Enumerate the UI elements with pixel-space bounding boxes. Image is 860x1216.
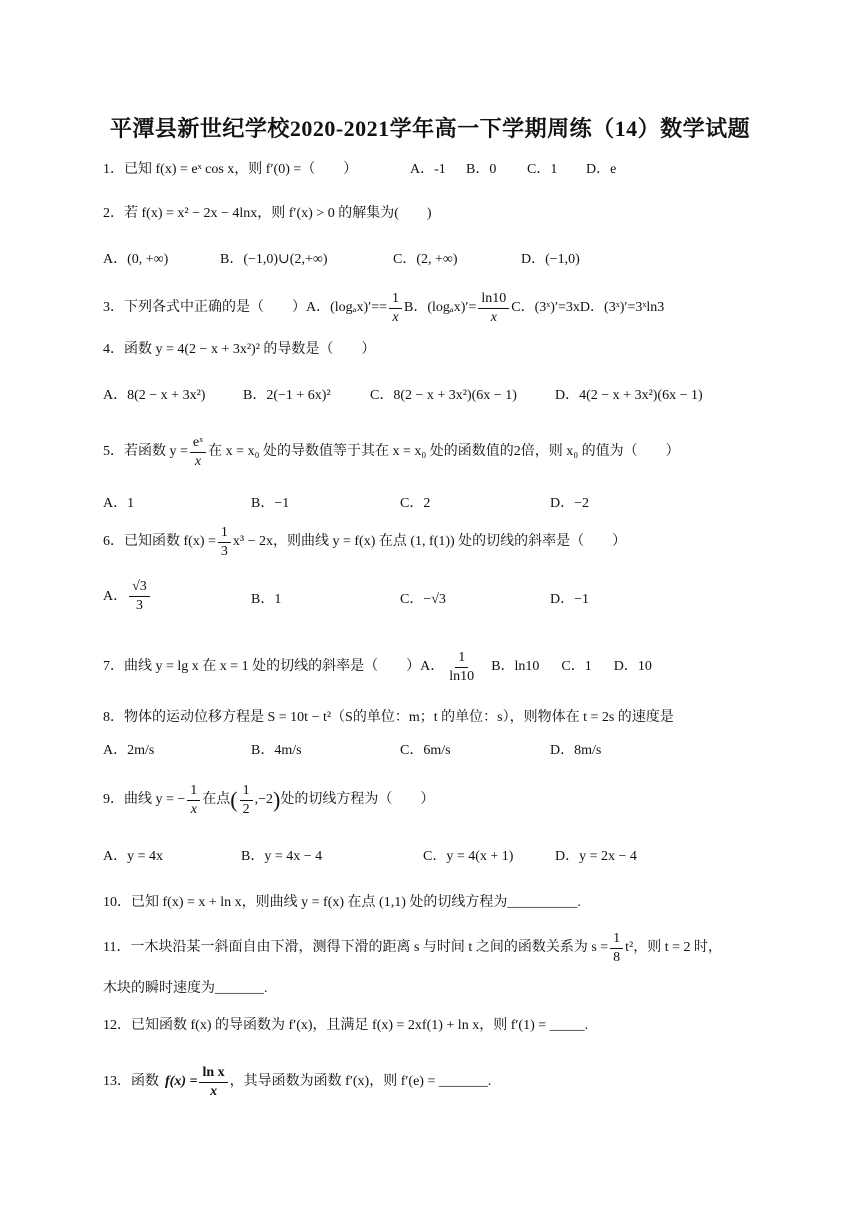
question-9: 9． 曲线 y = − $\frac{1}{x}$ 在点 ( $\frac{1}{2}$ ,−2 ) 处的切线方程为（ ） — [103, 782, 435, 817]
option-d: D．4(2 − x + 3x²)(6x − 1) — [555, 388, 703, 403]
option-a: A．2m/s — [103, 743, 155, 758]
question-12: 12．已知函数 f(x) 的导函数为 f′(x)，且满足 f(x) = 2xf(1) + ln x，则 f′(1) = _____. — [103, 1018, 589, 1033]
option-d: D．−2 — [550, 496, 590, 511]
option-d: D．−1 — [550, 592, 590, 607]
question-4: 4．函数 y = 4(2 − x + 3x²)² 的导数是（ ） — [103, 342, 376, 357]
option-d: D．y = 2x − 4 — [555, 849, 637, 864]
option-a: A．8(2 − x + 3x²) — [103, 388, 206, 403]
point-fraction: $\frac{1}{2}$ — [240, 782, 253, 819]
question-1-text: 已知 f(x) = eˣ cos x，则 f′(0) =（ ） — [124, 162, 358, 177]
option-b: B．1 — [251, 592, 282, 607]
question-11: 11． 一木块沿某一斜面自由下滑，测得下滑的距离 s 与时间 t 之间的函数关系为 s = $\frac{1}{8}$ t²，则 t = 2 时， — [103, 930, 723, 965]
option-b: B．−1 — [251, 496, 290, 511]
question-1: 1．已知 f(x) = eˣ cos x，则 f′(0) =（ ） — [103, 162, 358, 177]
option-c: C．−√3 — [400, 592, 446, 607]
option-d: D．8m/s — [550, 743, 602, 758]
curve-fraction: $\frac{1}{x}$ — [187, 782, 200, 819]
question-8: 8．物体的运动位移方程是 S = 10t − t²（S的单位：m；t 的单位：s），则物体在 t = 2s 的速度是 — [103, 710, 674, 725]
option-a: A．y = 4x — [103, 849, 164, 864]
question-3-text: 下列各式中正确的是（ ） — [124, 300, 306, 315]
option-a: A．(0, +∞) — [103, 252, 169, 267]
option-b: B．4m/s — [251, 743, 302, 758]
question-10-text: 已知 f(x) = x + ln x，则曲线 y = f(x) 在点 (1,1) 处的切线方程为__________. — [131, 895, 581, 910]
option-b: B．ln10 — [491, 659, 540, 674]
option-c: C．8(2 − x + 3x²)(6x − 1) — [370, 388, 517, 403]
question-8-text: 物体的运动位移方程是 S = 10t − t²（S的单位：m；t 的单位：s），则物体在 t = 2s 的速度是 — [124, 710, 674, 725]
option-c: C．6m/s — [400, 743, 451, 758]
option-b-prefix: B．(logₐx)′= — [404, 300, 477, 315]
question-13: 13． 函数 f(x) = $\frac{\text{ln x}}{x}$ ，其导函数为函数 f′(x)，则 f′(e) = _______. — [103, 1064, 492, 1099]
option-c-d: C．(3ˣ)′=3xD．(3ˣ)′=3ˣln3 — [511, 300, 665, 315]
option-b-fraction: $\frac{\ln 10}{x}$ — [478, 290, 509, 327]
function-fraction: $\frac{1}{3}$ — [218, 524, 231, 561]
question-12-text: 已知函数 f(x) 的导函数为 f′(x)，且满足 f(x) = 2xf(1) + ln x，则 f′(1) = _____. — [131, 1018, 589, 1033]
option-a-prefix: A．(logₐx)′== — [306, 300, 388, 315]
question-5: 5． 若函数 y = $\frac{\text{eˣ}}{x}$ 在 x = x₀ 处的导数值等于其在 x = x₀ 处的函数值的2倍，则 x₀ 的值为（ ） — [103, 434, 680, 469]
option-c: C．2 — [400, 496, 431, 511]
function-fraction: $\frac{1}{8}$ — [610, 930, 623, 967]
question-11-line-2: 木块的瞬时速度为_______. — [103, 981, 268, 996]
option-a-fraction: $\frac{1}{\ln 10}$ — [449, 649, 475, 684]
option-d: D．(−1,0) — [521, 252, 580, 267]
function-fraction: $\frac{\text{eˣ}}{x}$ — [190, 434, 206, 471]
option-a-fraction: $\frac{1}{x}$ — [389, 290, 402, 327]
question-4-text: 函数 y = 4(2 − x + 3x²)² 的导数是（ ） — [124, 342, 376, 357]
option-a: A．-1 — [410, 162, 446, 177]
question-7: 7． 曲线 y = lg x 在 x = 1 处的切线的斜率是（ ）A． $\frac{1}{\ln 10}$ B．ln10 C．1 D．10 — [103, 649, 652, 684]
question-6-options — [103, 578, 763, 622]
question-2-text: 若 f(x) = x² − 2x − 4lnx，则 f′(x) > 0 的解集为( ) — [124, 206, 432, 221]
question-3: 3． 下列各式中正确的是（ ） A．(logₐx)′== $\frac{1}{x}$ B．(logₐx)′= $\frac{\ln 10}{x}$ C．(3ˣ)′=3xD．(3ˣ)′=3ˣln3 — [103, 290, 665, 325]
function-fraction: $\frac{\text{ln x}}{x}$ — [199, 1064, 227, 1101]
option-b: B．(−1,0)∪(2,+∞) — [220, 252, 328, 267]
option-c: C．1 — [527, 162, 558, 177]
option-c: C．y = 4(x + 1) — [423, 849, 514, 864]
option-c: C．(2, +∞) — [393, 252, 458, 267]
option-a: A．1 — [103, 496, 135, 511]
option-b: B．2(−1 + 6x)² — [243, 388, 331, 403]
question-6: 6． 已知函数 f(x) = $\frac{1}{3}$ x³ − 2x，则曲线 y = f(x) 在点 (1, f(1)) 处的切线的斜率是（ ） — [103, 524, 627, 559]
option-b: B．0 — [466, 162, 497, 177]
question-2: 2．若 f(x) = x² − 2x − 4lnx，则 f′(x) > 0 的解集为( ) — [103, 206, 432, 221]
option-d: D．10 — [613, 659, 652, 674]
page-title: 平潭县新世纪学校2020-2021学年高一下学期周练（14）数学试题 — [109, 116, 751, 141]
question-10: 10．已知 f(x) = x + ln x，则曲线 y = f(x) 在点 (1,1) 处的切线方程为__________. — [103, 895, 581, 910]
option-b: B．y = 4x − 4 — [241, 849, 323, 864]
option-a: A． $\frac{√3}{3}$ — [103, 578, 152, 615]
option-c: C．1 — [561, 659, 592, 674]
option-d: D．e — [586, 162, 617, 177]
